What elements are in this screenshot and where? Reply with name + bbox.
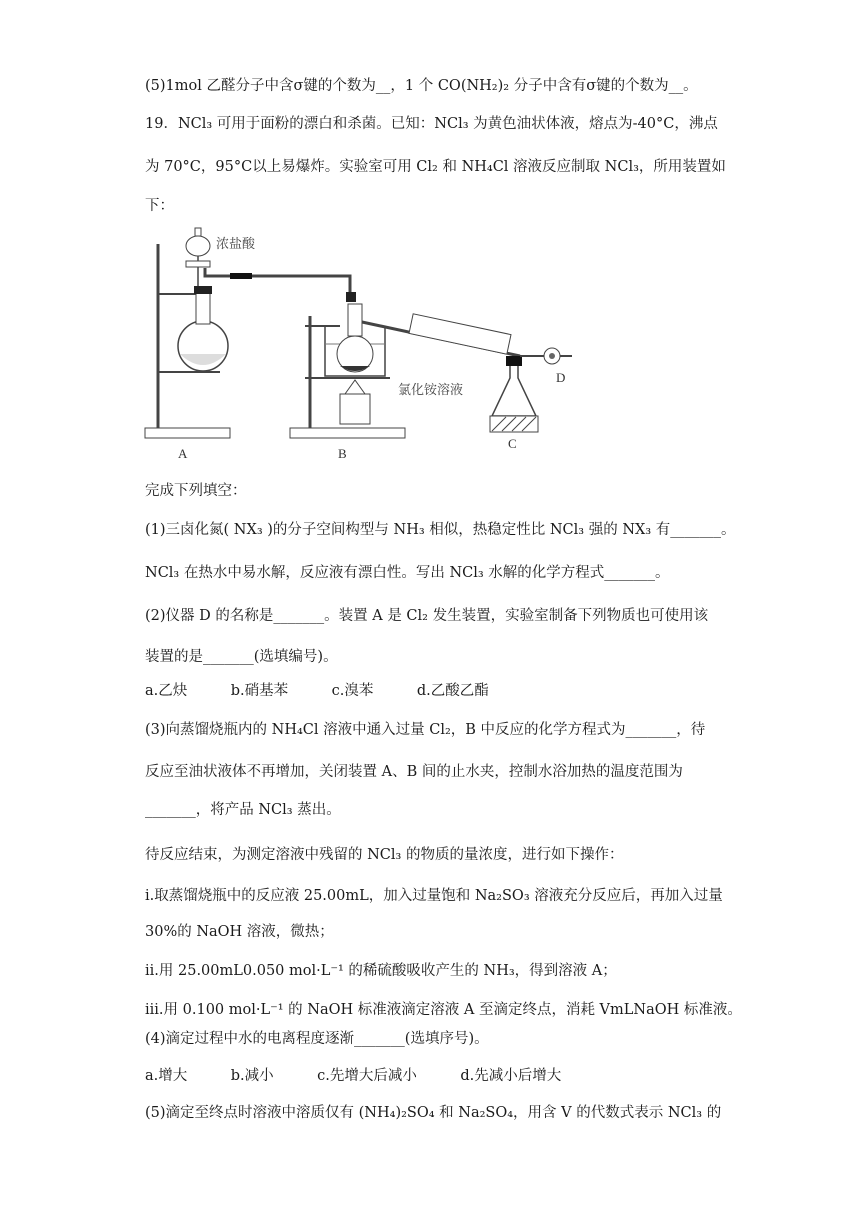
line-6: (1)三卤化氮( NX₃ )的分子空间构型与 NH₃ 相似，热稳定性比 NCl₃ 强的 NX₃ 有_______。	[145, 522, 736, 538]
line-7: NCl₃ 在热水中易水解，反应液有漂白性。写出 NCl₃ 水解的化学方程式_______。	[145, 565, 670, 581]
line-5: 完成下列填空：	[145, 483, 247, 499]
line-14: 待反应结束，为测定溶液中残留的 NCl₃ 的物质的量浓度，进行如下操作：	[145, 847, 624, 863]
line-9: 装置的是_______(选填编号)。	[145, 649, 338, 665]
line-10: a.乙炔 b.硝基苯 c.溴苯 d.乙酸乙酯	[145, 683, 489, 699]
label-c: C	[508, 436, 517, 451]
line-15: i.取蒸馏烧瓶中的反应液 25.00mL，加入过量饱和 Na₂SO₃ 溶液充分反应后，再加入过量	[145, 888, 723, 904]
line-17: ii.用 25.00mL0.050 mol·L⁻¹ 的稀硫酸吸收产生的 NH₃，得到溶液 A；	[145, 963, 617, 979]
label-nh4cl: 氯化铵溶液	[398, 383, 464, 398]
label-b: B	[338, 446, 347, 461]
line-8: (2)仪器 D 的名称是_______。装置 A 是 Cl₂ 发生装置，实验室制备下列物质也可使用该	[145, 608, 709, 624]
label-hcl: 浓盐酸	[216, 237, 256, 252]
line-16: 30%的 NaOH 溶液，微热；	[145, 924, 334, 940]
label-d: D	[556, 370, 566, 385]
apparatus-figure	[140, 226, 590, 466]
line-19: (4)滴定过程中水的电离程度逐渐_______(选填序号)。	[145, 1031, 489, 1047]
line-3: 为 70°C，95°C以上易爆炸。实验室可用 Cl₂ 和 NH₄Cl 溶液反应制取 NCl₃，所用装置如	[145, 159, 726, 175]
line-13: _______，将产品 NCl₃ 蒸出。	[145, 802, 341, 818]
line-11: (3)向蒸馏烧瓶内的 NH₄Cl 溶液中通入过量 Cl₂，B 中反应的化学方程式为_______，待	[145, 722, 706, 738]
line-12: 反应至油状液体不再增加，关闭装置 A、B 间的止水夹，控制水浴加热的温度范围为	[145, 764, 683, 780]
line-21: (5)滴定至终点时溶液中溶质仅有 (NH₄)₂SO₄ 和 Na₂SO₄，用含 V 的代数式表示 NCl₃ 的	[145, 1105, 722, 1121]
line-4: 下：	[145, 198, 174, 214]
line-2: 19．NCl₃ 可用于面粉的漂白和杀菌。已知：NCl₃ 为黄色油状体液，熔点为-40°C，沸点	[145, 116, 718, 132]
label-a: A	[178, 446, 188, 461]
line-1: (5)1mol 乙醛分子中含σ键的个数为__，1 个 CO(NH₂)₂ 分子中含有σ键的个数为__。	[145, 78, 698, 94]
line-18: iii.用 0.100 mol·L⁻¹ 的 NaOH 标准液滴定溶液 A 至滴定终点，消耗 VmLNaOH 标准液。	[145, 1002, 742, 1018]
line-20: a.增大 b.减小 c.先增大后减小 d.先减小后增大	[145, 1068, 562, 1084]
